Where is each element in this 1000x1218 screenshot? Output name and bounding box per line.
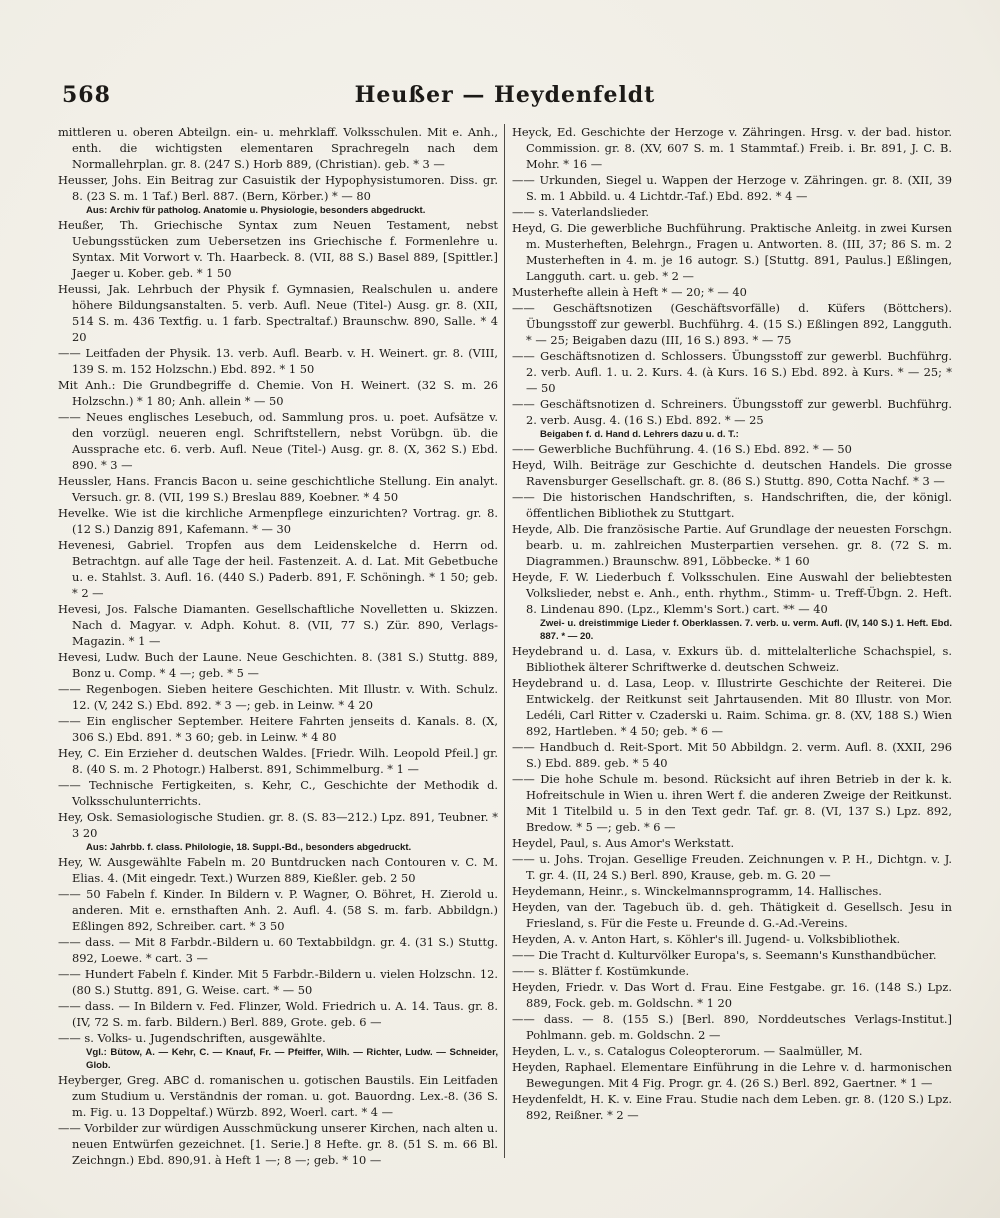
catalog-entry: —— Urkunden, Siegel u. Wappen der Herzoge v. Zähringen. gr. 8. (XII, 39 S. m. 1 Abbild. u. 4 Lichtdr.-Taf.) Ebd. 892. * 4 — [512, 173, 952, 203]
catalog-entry: Heydebrand u. d. Lasa, v. Exkurs üb. d. mittelalterliche Schachspiel, s. Bibliothek älterer Schriftwerke d. deutschen Schweiz. [512, 644, 952, 674]
catalog-entry: Heusser, Johs. Ein Beitrag zur Casuistik der Hypophysistumoren. Diss. gr. 8. (23 S. m. 1 Taf.) Berl. 887. (Bern, Körber.) * — 80 [58, 173, 498, 203]
catalog-entry: Heyden, Raphael. Elementare Einführung in die Lehre v. d. harmonischen Bewegungen. Mit 4 Fig. Progr. gr. 4. (26 S.) Berl. 892, Gaertner. * 1 — [512, 1060, 952, 1090]
catalog-entry: Heyd, Wilh. Beiträge zur Geschichte d. deutschen Handels. Die grosse Ravensburger Gesellschaft. gr. 8. (86 S.) Stuttg. 890, Cotta Nachf. * 3 — [512, 458, 952, 488]
catalog-entry: Heydel, Paul, s. Aus Amor's Werkstatt. [512, 836, 735, 850]
catalog-entry: Heyden, Friedr. v. Das Wort d. Frau. Eine Festgabe. gr. 16. (148 S.) Lpz. 889, Fock. geb. m. Goldschn. * 1 20 [512, 980, 952, 1010]
catalog-entry: —— 50 Fabeln f. Kinder. In Bildern v. P. Wagner, O. Böhret, H. Zierold u. anderen. Mit e. ernsthaften Anh. 2. Aufl. 4. (58 S. m. farb. Abbildgn.) Eßlingen 892, Schreiber. cart. * 3 50 [58, 887, 498, 933]
catalog-entry: Heyberger, Greg. ABC d. romanischen u. gotischen Baustils. Ein Leitfaden zum Studium u. Verständnis der roman. u. got. Bauordng. Lex.-8. (36 S. m. Fig. u. 13 Doppeltaf.) Würzb. 892, Woerl. cart. * 4 — [58, 1073, 498, 1119]
catalog-entry: —— Die hohe Schule m. besond. Rücksicht auf ihren Betrieb in der k. k. Hofreitschule in Wien u. ihren Wert f. die anderen Zweige der Reitkunst. Mit 1 Titelbild u. 5 in den Text gedr. Taf. gr. 8. (VI, 137 S.) Lpz. 892, Bredow. * 5 —; geb. * 6 — [512, 772, 952, 834]
catalog-entry: —— dass. — Mit 8 Farbdr.-Bildern u. 60 Textabbildgn. gr. 4. (31 S.) Stuttg. 892, Loewe. * cart. 3 — [58, 935, 498, 965]
catalog-entry: Heyden, A. v. Anton Hart, s. Köhler's ill. Jugend- u. Volksbibliothek. [512, 932, 901, 946]
text-columns [58, 124, 952, 1167]
catalog-entry: Hevenesi, Gabriel. Tropfen aus dem Leidenskelche d. Herrn od. Betrachtgn. auf alle Tage der heil. Fastenzeit. A. d. Lat. Mit Gebetbuche u. e. Stahlst. 3. Aufl. 16. (440 S.) Paderb. 891, F. Schöningh. * 1 50; geb. * 2 — [58, 538, 498, 600]
catalog-entry: —— Handbuch d. Reit-Sport. Mit 50 Abbildgn. 2. verm. Aufl. 8. (XXII, 296 S.) Ebd. 889. geb. * 5 40 [512, 740, 952, 770]
catalog-entry: Heyd, G. Die gewerbliche Buchführung. Praktische Anleitg. in zwei Kursen m. Musterheften, Belehrgn., Fragen u. Antworten. 8. (III, 37; 86 S. m. 2 Musterheften in 4. m. je 16 autogr. S.) [Stuttg. 891, Paulus.] Eßlingen, Langguth. cart. u. geb. * 2 — [512, 221, 952, 283]
catalog-entry: —— dass. — In Bildern v. Fed. Flinzer, Wold. Friedrich u. A. 14. Taus. gr. 8. (IV, 72 S. m. farb. Bildern.) Berl. 889, Grote. geb. 6 — [58, 999, 498, 1029]
catalog-entry: Hey, C. Ein Erzieher d. deutschen Waldes. [Friedr. Wilh. Leopold Pfeil.] gr. 8. (40 S. m. 2 Photogr.) Halberst. 891, Schimmelburg. * 1 — [58, 746, 498, 776]
catalog-entry: Heydemann, Heinr., s. Winckelmannsprogramm, 14. Hallisches. [512, 884, 882, 898]
catalog-entry: —— s. Blätter f. Kostümkunde. [512, 964, 690, 978]
catalog-entry: Heyden, van der. Tagebuch üb. d. geh. Thätigkeit d. Gesellsch. Jesu in Friesland, s. Für die Feste u. Freunde d. G.-Ad.-Vereins. [512, 900, 952, 930]
catalog-entry: Mit Anh.: Die Grundbegriffe d. Chemie. Von H. Weinert. (32 S. m. 26 Holzschn.) * 1 80; Anh. allein * — 50 [58, 378, 498, 408]
running-head: Heußer — Heydenfeldt [354, 82, 656, 108]
catalog-entry: —— Vorbilder zur würdigen Ausschmückung unserer Kirchen, nach alten u. neuen Entwürfen gezeichnet. [1. Serie.] 8 Hefte. gr. 8. (51 S. m. 66 Bl. Zeichngn.) Ebd. 890,91. à Heft 1 —; 8 —; geb. * 10 — [58, 1121, 498, 1167]
catalog-entry: Heyden, L. v., s. Catalogus Coleopterorum. — Saalmüller, M. [512, 1044, 863, 1058]
catalog-entry: Heydebrand u. d. Lasa, Leop. v. Illustrirte Geschichte der Reiterei. Die Entwickelg. der Reitkunst seit Jahrtausenden. Mit 80 Illustr. von Mor. Ledéli, Carl Ritter v. Czaderski u. Raim. Schima. gr. 8. (XV, 188 S.) Wien 892, Hartleben. * 4 50; geb. * 6 — [512, 676, 952, 738]
entry-note: Aus: Archiv für patholog. Anatomie u. Physiologie, besonders abgedruckt. [86, 205, 426, 216]
catalog-entry: —— Geschäftsnotizen (Geschäftsvorfälle) d. Küfers (Böttchers). Übungsstoff zur gewerbl. Buchführg. 4. (15 S.) Eßlingen 892, Langguth. * — 25; Beigaben dazu (III, 16 S.) 893. * — 75 [512, 301, 952, 347]
catalog-entry: —— s. Vaterlandslieder. [512, 205, 650, 219]
catalog-entry: —— Die Tracht d. Kulturvölker Europa's, s. Seemann's Kunsthandbücher. [512, 948, 937, 962]
catalog-entry: Heussi, Jak. Lehrbuch der Physik f. Gymnasien, Realschulen u. andere höhere Bildungsanstalten. 5. verb. Aufl. Neue (Titel-) Ausg. gr. 8. (XII, 514 S. m. 436 Textfig. u. 1 farb. Spectraltaf.) Braunschw. 890, Salle. * 4 20 [58, 282, 498, 344]
catalog-entry: mittleren u. oberen Abteilgn. ein- u. mehrklaff. Volksschulen. Mit e. Anh., enth. die wichtigsten elementaren Sprachregeln nach dem Normallehrplan. gr. 8. (247 S.) Horb 889, (Christian). geb. * 3 — [58, 125, 498, 171]
catalog-entry: Hey, Osk. Semasiologische Studien. gr. 8. (S. 83—212.) Lpz. 891, Teubner. * 3 20 [58, 810, 498, 840]
catalog-entry: —— Ein englischer September. Heitere Fahrten jenseits d. Kanals. 8. (X, 306 S.) Ebd. 891. * 3 60; geb. in Leinw. * 4 80 [58, 714, 498, 744]
entry-note: Zwei- u. dreistimmige Lieder f. Oberklassen. 7. verb. u. verm. Aufl. (IV, 140 S.) 1. Heft. Ebd. 887. * — 20. [540, 618, 952, 642]
catalog-entry: Heyde, F. W. Liederbuch f. Volksschulen. Eine Auswahl der beliebtesten Volkslieder, nebst e. Anh., enth. rhythm., Stimm- u. Treff-Übgn. 2. Heft. 8. Lindenau 890. (Lpz., Klemm's Sort.) cart. ** — 40 [512, 570, 952, 616]
catalog-entry: Heyck, Ed. Geschichte der Herzoge v. Zähringen. Hrsg. v. der bad. histor. Commission. gr. 8. (XV, 607 S. m. 1 Stammtaf.) Freib. i. Br. 891, J. C. B. Mohr. * 16 — [512, 125, 952, 171]
entry-note: Vgl.: Bütow, A. — Kehr, C. — Knauf, Fr. — Pfeiffer, Wilh. — Richter, Ludw. — Schneider, Glob. [86, 1047, 498, 1071]
catalog-entry: —— Neues englisches Lesebuch, od. Sammlung pros. u. poet. Aufsätze v. den vorzügl. neueren engl. Schriftstellern, nebst Vorübgn. üb. die Aussprache etc. 6. verb. Aufl. Neue (Titel-) Ausg. gr. 8. (X, 362 S.) Ebd. 890. * 3 — [58, 410, 498, 472]
catalog-entry: —— Technische Fertigkeiten, s. Kehr, C., Geschichte der Methodik d. Volksschulunterrichts. [58, 778, 498, 808]
catalog-entry: Hevesi, Jos. Falsche Diamanten. Gesellschaftliche Novelletten u. Skizzen. Nach d. Magyar. v. Adph. Kohut. 8. (VII, 77 S.) Zür. 890, Verlags-Magazin. * 1 — [58, 602, 498, 648]
page-header [62, 82, 948, 122]
catalog-entry: Heyde, Alb. Die französische Partie. Auf Grundlage der neuesten Forschgn. bearb. u. m. zahlreichen Musterpartien versehen. gr. 8. (72 S. m. Diagrammen.) Braunschw. 891, Löbbecke. * 1 60 [512, 522, 952, 568]
catalog-entry: Heußer, Th. Griechische Syntax zum Neuen Testament, nebst Uebungsstücken zum Uebersetzen ins Griechische f. Formenlehre u. Syntax. Mit Vorwort v. Th. Haarbeck. 8. (VII, 88 S.) Basel 889, [Spittler.] Jaeger u. Kober. geb. * 1 50 [58, 218, 498, 280]
catalog-entry: —— dass. — 8. (155 S.) [Berl. 890, Norddeutsches Verlags-Institut.] Pohlmann. geb. m. Goldschn. 2 — [512, 1012, 952, 1042]
catalog-entry: Heydenfeldt, H. K. v. Eine Frau. Studie nach dem Leben. gr. 8. (120 S.) Lpz. 892, Reißner. * 2 — [512, 1092, 952, 1122]
catalog-entry: —— Geschäftsnotizen d. Schlossers. Übungsstoff zur gewerbl. Buchführg. 2. verb. Aufl. 1. u. 2. Kurs. 4. (à Kurs. 16 S.) Ebd. 892. à Kurs. * — 25; * — 50 [512, 349, 952, 395]
page-number: 568 [62, 82, 111, 108]
catalog-entry: Hey, W. Ausgewählte Fabeln m. 20 Buntdrucken nach Contouren v. C. M. Elias. 4. (Mit eingedr. Text.) Wurzen 889, Kießler. geb. 2 50 [58, 855, 498, 885]
catalog-entry: —— Die historischen Handschriften, s. Handschriften, die, der königl. öffentlichen Bibliothek zu Stuttgart. [512, 490, 952, 520]
catalog-entry: Hevelke. Wie ist die kirchliche Armenpflege einzurichten? Vortrag. gr. 8. (12 S.) Danzig 891, Kafemann. * — 30 [58, 506, 498, 536]
catalog-entry: —— Gewerbliche Buchführung. 4. (16 S.) Ebd. 892. * — 50 [512, 442, 852, 456]
catalog-entry: —— Leitfaden der Physik. 13. verb. Aufl. Bearb. v. H. Weinert. gr. 8. (VIII, 139 S. m. 152 Holzschn.) Ebd. 892. * 1 50 [58, 346, 498, 376]
catalog-entry: —— Hundert Fabeln f. Kinder. Mit 5 Farbdr.-Bildern u. vielen Holzschn. 12. (80 S.) Stuttg. 891, G. Weise. cart. * — 50 [58, 967, 498, 997]
catalog-entry: —— s. Volks- u. Jugendschriften, ausgewählte. [58, 1031, 326, 1045]
catalog-entry: —— Geschäftsnotizen d. Schreiners. Übungsstoff zur gewerbl. Buchführg. 2. verb. Ausg. 4. (16 S.) Ebd. 892. * — 25 [512, 397, 952, 427]
catalog-entry: —— u. Johs. Trojan. Gesellige Freuden. Zeichnungen v. P. H., Dichtgn. v. J. T. gr. 4. (II, 24 S.) Berl. 890, Krause, geb. m. G. 20 — [512, 852, 952, 882]
column-divider [504, 124, 505, 1158]
right-column [512, 124, 952, 1158]
left-column [58, 124, 498, 1167]
entry-note: Aus: Jahrbb. f. class. Philologie, 18. Suppl.-Bd., besonders abgedruckt. [86, 842, 412, 853]
entry-note: Beigaben f. d. Hand d. Lehrers dazu u. d. T.: [540, 429, 739, 440]
catalog-entry: Hevesi, Ludw. Buch der Laune. Neue Geschichten. 8. (381 S.) Stuttg. 889, Bonz u. Comp. * 4 —; geb. * 5 — [58, 650, 498, 680]
catalog-entry: Musterhefte allein à Heft * — 20; * — 40 [512, 285, 747, 299]
catalog-entry: Heussler, Hans. Francis Bacon u. seine geschichtliche Stellung. Ein analyt. Versuch. gr. 8. (VII, 199 S.) Breslau 889, Koebner. * 4 50 [58, 474, 498, 504]
catalog-entry: —— Regenbogen. Sieben heitere Geschichten. Mit Illustr. v. With. Schulz. 12. (V, 242 S.) Ebd. 892. * 3 —; geb. in Leinw. * 4 20 [58, 682, 498, 712]
